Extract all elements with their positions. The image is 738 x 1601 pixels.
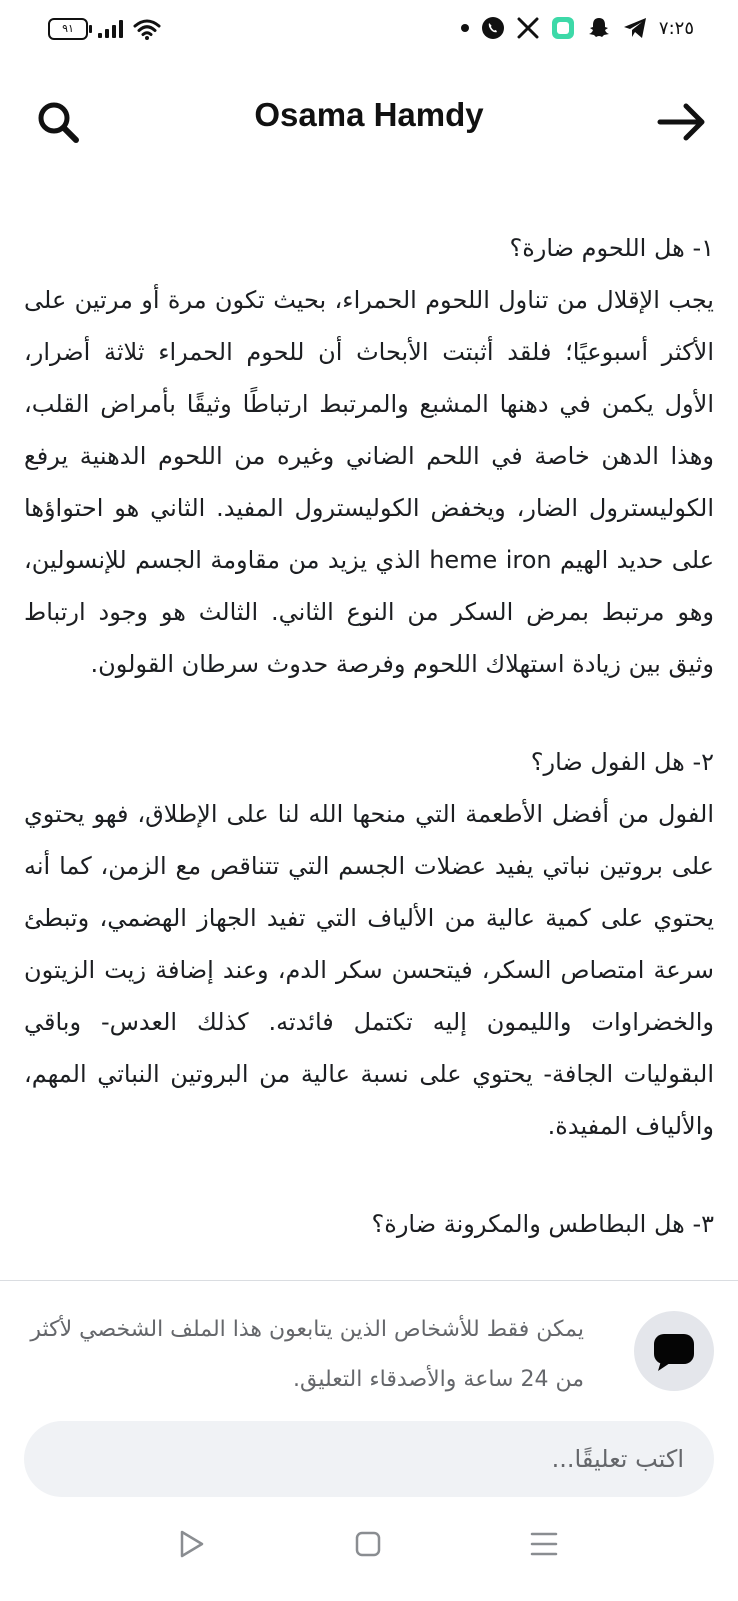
comment-bubble — [634, 1311, 714, 1391]
section-2-title: ٢- هل الفول ضار؟ — [530, 748, 714, 776]
section-1 — [24, 222, 714, 690]
recents-icon — [172, 1524, 212, 1564]
back-button[interactable] — [656, 98, 708, 146]
dot-icon — [461, 24, 469, 32]
comment-icon — [634, 1311, 714, 1391]
comment-restriction-notice — [24, 1299, 714, 1399]
section-2-body: الفول من أفضل الأطعمة التي منحها الله لنا على الإطلاق، فهو يحتوي على بروتين نباتي يفيد عضلات الجسم التي تتناقص مع الزمن، كما أنه يحتوي على كمية عالية من الألياف التي تفيد الجهاز الهضمي، وتبطئ سرعة امتصاص السكر، فيتحسن سكر الدم، وعند إضافة زيت الزيتون والخضراوات والليمون إليه تكتمل فائدته. كذلك العدس- وباقي البقوليات الجافة- يحتوي على نسبة عالية من البروتين النباتي المهم، والألياف المفيدة. — [24, 800, 714, 1140]
section-3-title: ٣- هل البطاطس والمكرونة ضارة؟ — [371, 1210, 714, 1238]
snapchat-icon — [587, 16, 611, 40]
status-left — [48, 18, 161, 40]
status-right — [461, 16, 694, 40]
whatsapp-icon — [481, 16, 505, 40]
system-nav-bar — [0, 1510, 738, 1580]
signal-icon — [98, 20, 123, 38]
nav-recents-button[interactable] — [172, 1524, 212, 1564]
battery-level: ٩١ — [62, 22, 74, 35]
page-title: Osama Hamdy — [254, 96, 484, 133]
arrow-right-icon — [656, 98, 708, 146]
status-bar — [0, 0, 738, 66]
nav-back-button[interactable] — [524, 1524, 564, 1564]
section-1-body: يجب الإقلال من تناول اللحوم الحمراء، بحيث تكون مرة أو مرتين على الأكثر أسبوعيًا؛ فلقد أثبتت الأبحاث أن للحوم الحمراء ثلاثة أضرار، الأول يكمن في دهنها المشبع والمرتبط ارتباطًا وثيقًا بأمراض القلب، وهذا الدهن خاصة في اللحم الضاني وغيره من اللحوم الدهنية يرفع الكوليسترول الضار، ويخفض الكوليسترول المفيد. الثاني هو احتواؤها على حديد الهيم heme iron الذي يزيد من مقاومة الجسم للإنسولين، وهو مرتبط بمرض السكر من النوع الثاني. الثالث هو وجود ارتباط وثيق بين زيادة استهلاك اللحوم وفرصة حدوث سرطان القولون. — [24, 286, 715, 678]
home-icon — [348, 1524, 388, 1564]
app-icon — [551, 16, 575, 40]
battery-icon — [48, 18, 88, 40]
x-icon — [517, 17, 539, 39]
section-2 — [24, 736, 714, 1152]
telegram-icon — [623, 17, 647, 39]
status-time: ٧:٢٥ — [658, 17, 694, 39]
comment-input[interactable] — [24, 1421, 714, 1497]
section-3 — [24, 1198, 714, 1250]
restriction-text: يمكن فقط للأشخاص الذين يتابعون هذا الملف الشخصي لأكثر من 24 ساعة والأصدقاء التعليق. — [30, 1317, 584, 1392]
comment-box[interactable] — [24, 1421, 714, 1497]
profile-header — [0, 86, 738, 154]
section-1-title: ١- هل اللحوم ضارة؟ — [509, 234, 714, 262]
wifi-icon — [133, 18, 161, 40]
back-icon — [524, 1524, 564, 1564]
nav-home-button[interactable] — [348, 1524, 388, 1564]
post-content — [24, 222, 714, 1250]
